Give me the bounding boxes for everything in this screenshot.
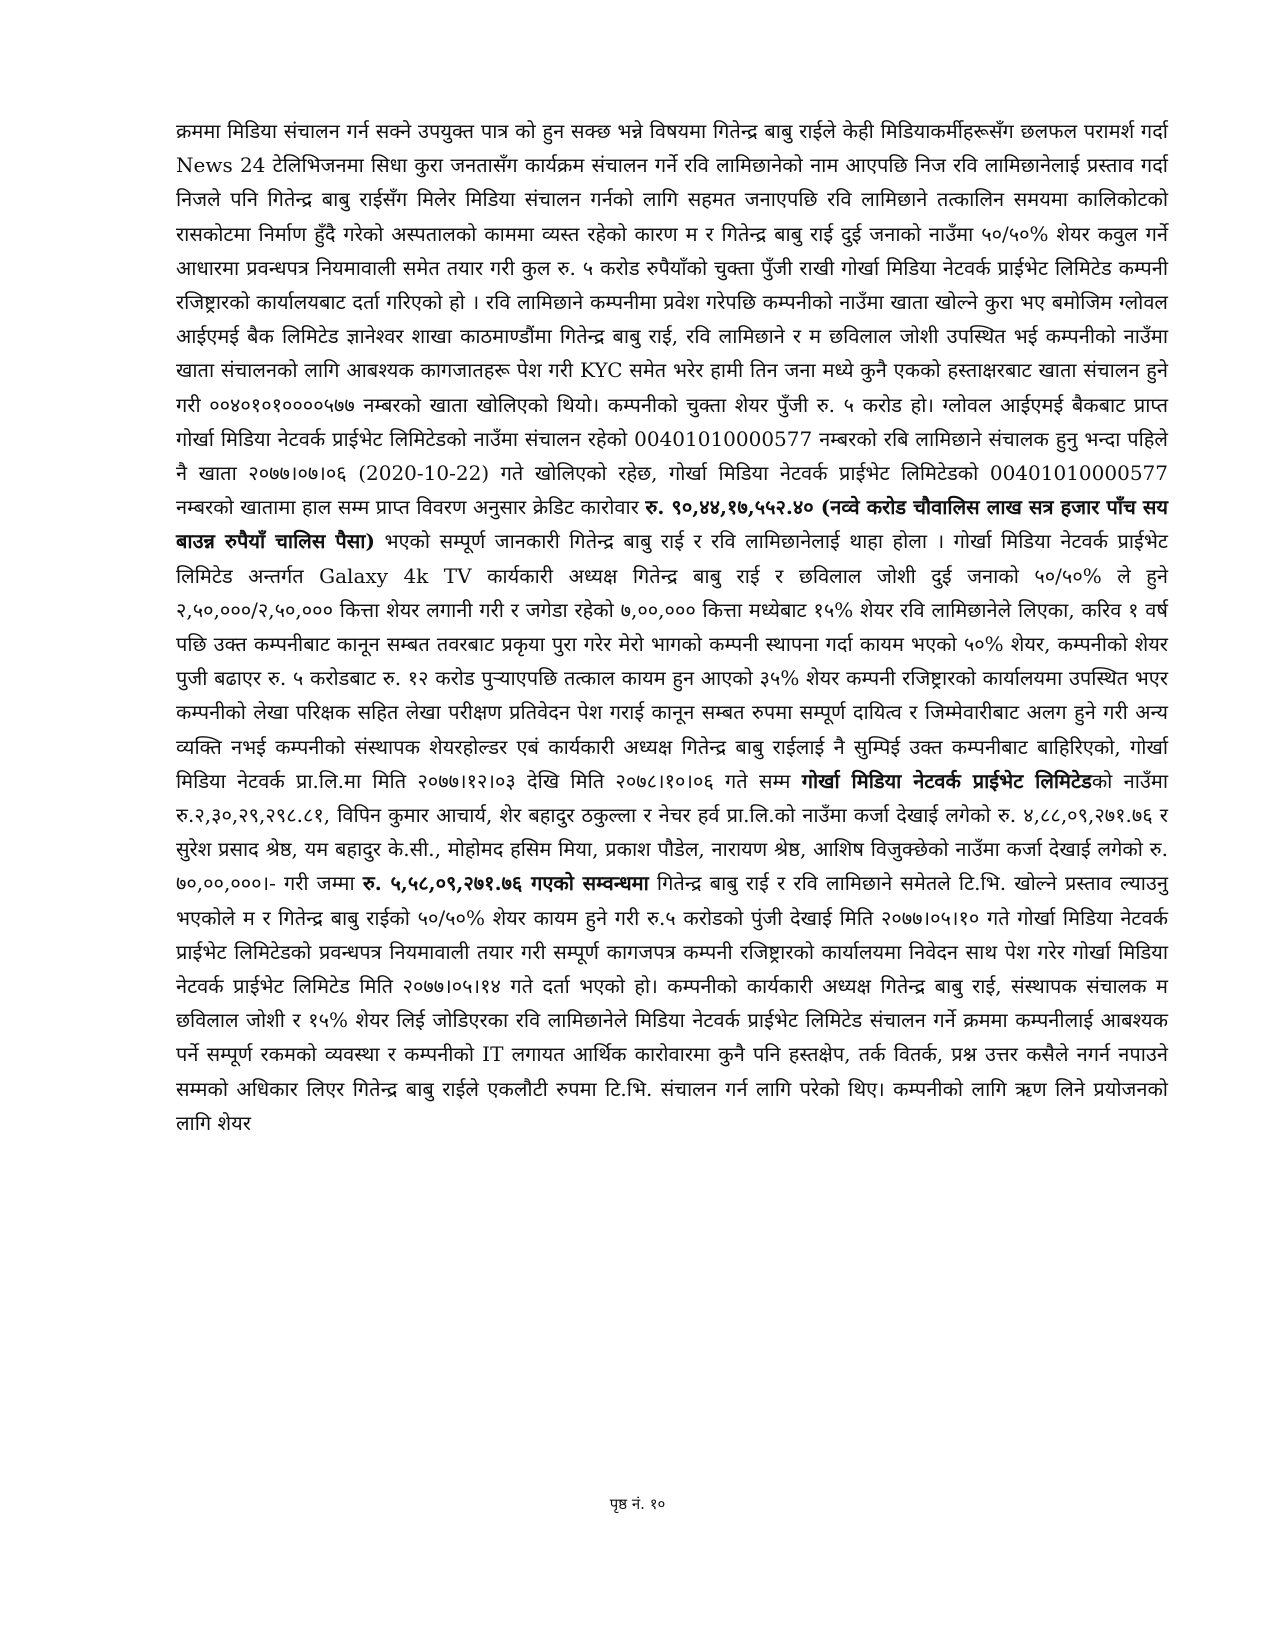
body-paragraph: [176, 114, 1168, 1140]
bold-amount-text: रु. ५,५८,०९,२७१.७६ गएको सम्वन्धमा: [362, 871, 649, 896]
bold-amount-text: रु. ९०,४४,१७,५५२.४० (नव्वे करोड चौवालिस लाख सत्र हजार पाँच सय बाउन्न रुपैयाँ चालिस पैसा): [176, 495, 1168, 554]
paragraph-segment: भएको सम्पूर्ण जानकारी गितेन्द्र बाबु राई र रवि लामिछानेलाई थाहा होला । गोर्खा मिडिया नेटवर्क प्राईभेट लिमिटेड अन्तर्गत Galaxy 4k TV कार्यकारी अध्यक्ष गितेन्द्र बाबु राई र छविलाल जोशी दुई जनाको ५०/५०% ले हुने २,५०,०००/२,५०,००० कित्ता शेयर लगानी गरी र जगेडा रहेको ७,००,००० कित्ता मध्येबाट १५% शेयर रवि लामिछानेले लिएका, करिव १ वर्ष पछि उक्त कम्पनीबाट कानून सम्बत तवरबाट प्रकृया पुरा गरेर मेरो भागको कम्पनी स्थापना गर्दा कायम भएको ५०% शेयर, कम्पनीको शेयर पुजी बढाएर रु. ५ करोडबाट रु. १२ करोड पुर्‍याएपछि तत्काल कायम हुन आएको ३५% शेयर कम्पनी रजिष्ट्रारको कार्यालयमा उपस्थित भएर कम्पनीको लेखा परिक्षक सहित लेखा परीक्षण प्रतिवेदन पेश गराई कानून सम्बत रुपमा सम्पूर्ण दायित्व र जिम्मेवारीबाट अलग हुने गरी अन्य व्यक्ति नभई कम्पनीको संस्थापक शेयरहोल्डर एबं कार्यकारी अध्यक्ष गितेन्द्र बाबु राईलाई नै सुम्पिई उक्त कम्पनीबाट बाहिरिएको, गोर्खा मिडिया नेटवर्क प्रा.लि.मा मिति २०७७।१२।०३ देखि मिति २०७८।१०।०६ गते सम्म: [176, 529, 1168, 793]
paragraph-segment: क्रममा मिडिया संचालन गर्न सक्ने उपयुक्त पात्र को हुन सक्छ भन्ने विषयमा गितेन्द्र बाबु राईले केही मिडियाकर्मीहरूसँग छलफल परामर्श गर्दा News 24 टेलिभिजनमा सिधा कुरा जनतासँग कार्यक्रम संचालन गर्ने रवि लामिछानेको नाम आएपछि निज रवि लामिछानेलाई प्रस्ताव गर्दा निजले पनि गितेन्द्र बाबु राईसँग मिलेर मिडिया संचालन गर्नको लागि सहमत जनाएपछि रवि लामिछाने तत्कालिन समयमा कालिकोटको रासकोटमा निर्माण हुँदै गरेको अस्पतालको काममा व्यस्त रहेको कारण म र गितेन्द्र बाबु राई दुई जनाको नाउँमा ५०/५०% शेयर कवुल गर्ने आधारमा प्रवन्धपत्र नियमावाली समेत तयार गरी कुल रु. ५ करोड रुपैयाँको चुक्ता पुँजी राखी गोर्खा मिडिया नेटवर्क प्राईभेट लिमिटेड कम्पनी रजिष्ट्रारको कार्यालयबाट दर्ता गरिएको हो । रवि लामिछाने कम्पनीमा प्रवेश गरेपछि कम्पनीको नाउँमा खाता खोल्ने कुरा भए बमोजिम ग्लोवल आईएमई बैक लिमिटेड ज्ञानेश्वर शाखा काठमाण्डौंमा गितेन्द्र बाबु राई, रवि लामिछाने र म छविलाल जोशी उपस्थित भई कम्पनीको नाउँमा खाता संचालनको लागि आबश्यक कागजातहरू पेश गरी KYC समेत भरेर हामी तिन जना मध्ये कुनै एकको हस्ताक्षरबाट खाता संचालन हुने गरी ००४०१०१००००५७७ नम्बरको खाता खोलिएको थियो। कम्पनीको चुक्ता शेयर पुँजी रु. ५ करोड हो। ग्लोवल आईएमई बैकबाट प्राप्त गोर्खा मिडिया नेटवर्क प्राईभेट लिमिटेडको नाउँमा संचालन रहेको 00401010000577 नम्बरको रबि लामिछाने संचालक हुनु भन्दा पहिले नै खाता २०७७।०७।०६ (2020-10-22) गते खोलिएको रहेछ, गोर्खा मिडिया नेटवर्क प्राईभेट लिमिटेडको 00401010000577 नम्बरको खातामा हाल सम्म प्राप्त विवरण अनुसार क्रेडिट कारोवार: [176, 119, 1168, 520]
bold-company-name: गोर्खा मिडिया नेटवर्क प्राईभेट लिमिटेड: [801, 768, 1092, 793]
paragraph-segment: को नाउँमा रु.२,३०,२९,२९८.८१, विपिन कुमार आचार्य, शेर बहादुर ठकुल्ला र नेचर हर्व प्रा.लि.को नाउँमा कर्जा देखाई लगेको रु. ४,८८,०९,२७१.७६ र सुरेश प्रसाद श्रेष्ठ, यम बहादुर के.सी., मोहोमद हसिम मिया, प्रकाश पौडेल, नारायण श्रेष्ठ, आशिष विजुक्छेको नाउँमा कर्जा देखाई लगेको रु. ७०,००,०००।- गरी जम्मा: [176, 768, 1168, 896]
page-number: पृष्ठ नं. १०: [609, 1495, 666, 1513]
paragraph-segment: गितेन्द्र बाबु राई र रवि लामिछाने समेतले टि.भि. खोल्ने प्रस्ताव ल्याउनु भएकोले म र गितेन्द्र बाबु राईको ५०/५०% शेयर कायम हुने गरी रु.५ करोडको पुंजी देखाई मिति २०७७।०५।१० गते गोर्खा मिडिया नेटवर्क प्राईभेट लिमिटेडको प्रवन्धपत्र नियमावाली तयार गरी सम्पूर्ण कागजपत्र कम्पनी रजिष्ट्रारको कार्यालयमा निवेदन साथ पेश गरेर गोर्खा मिडिया नेटवर्क प्राईभेट लिमिटेड मिति २०७७।०५।१४ गते दर्ता भएको हो। कम्पनीको कार्यकारी अध्यक्ष गितेन्द्र बाबु राई, संस्थापक संचालक म छविलाल जोशी र १५% शेयर लिई जोडिएरका रवि लामिछानेले मिडिया नेटवर्क प्राईभेट लिमिटेड संचालन गर्ने क्रममा कम्पनीलाई आबश्यक पर्ने सम्पूर्ण रकमको व्यवस्था र कम्पनीको IT लगायत आर्थिक कारोवारमा कुनै पनि हस्तक्षेप, तर्क वितर्क, प्रश्न उत्तर कसैले नगर्न नपाउने सम्मको अधिकार लिएर गितेन्द्र बाबु राईले एकलौटी रुपमा टि.भि. संचालन गर्न लागि परेको थिए। कम्पनीको लागि ऋण लिने प्रयोजनको लागि शेयर: [176, 871, 1168, 1135]
